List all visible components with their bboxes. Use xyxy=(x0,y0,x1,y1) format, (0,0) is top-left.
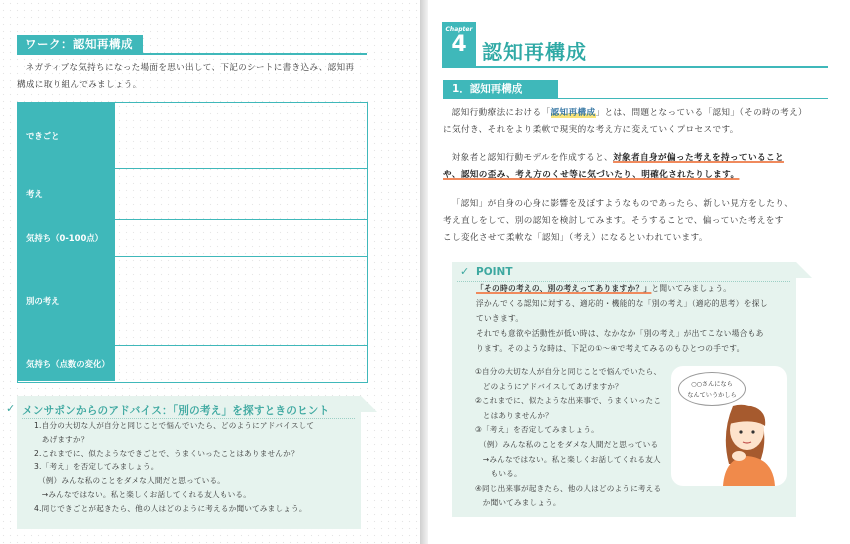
advice-line: あげますか？ xyxy=(34,434,89,444)
sheet-cell-feeling-change[interactable] xyxy=(115,346,367,381)
work-title-rule xyxy=(17,53,367,55)
paragraph-2 xyxy=(443,150,815,184)
underlined-text: や、認知の歪み、考え方のくせ等に気づいたり、明確化されたりします。 xyxy=(443,170,740,180)
intro-line: ネガティブな気持ちになった場面を思い出して、下記のシートに書き込み、認知再 xyxy=(25,63,355,73)
para1-text: 認知行動療法における「 xyxy=(451,108,551,118)
point-body xyxy=(476,281,796,356)
point-question-tail: と聞いてみましょう。 xyxy=(651,284,732,293)
bubble-line: なんていうかしら xyxy=(687,392,737,399)
para1-text: 」とは、問題となっている「認知」（その時の考え） xyxy=(595,108,808,118)
advice-line: （例）みんな私のことをダメな人間だと思っている。 xyxy=(34,476,226,486)
point-list-line: →みんなではない。私と楽しくお話してくれる友人 xyxy=(475,454,661,464)
point-list-line: （例）みんな私のことをダメな人間だと思っている xyxy=(475,439,659,449)
advice-line: 4.同じできごとが起きたら、他の人はどのように考えるか聞いてみましょう。 xyxy=(34,503,307,513)
check-icon: ✓ xyxy=(6,402,16,415)
point-title: POINT xyxy=(476,266,513,278)
sheet-row-alt-thought xyxy=(18,256,367,345)
sheet-row-thought xyxy=(18,168,367,219)
work-intro xyxy=(17,60,369,94)
point-list-line: とはありませんか？ xyxy=(475,410,553,420)
para3-text: 考え直しをして、別の認知を検討してみます。そうすることで、偏っていた考えをす xyxy=(443,216,784,226)
point-list-line: ④同じ出来事が起きたら、他の人はどのように考える xyxy=(475,483,662,493)
advice-title: メンサポンからのアドバイス：「別の考え」を探すときのヒント xyxy=(22,405,330,417)
section-rule xyxy=(443,98,828,99)
point-line: ていきます。 xyxy=(476,314,524,323)
bubble-line: ○○さんになら xyxy=(691,381,733,388)
keyword-highlight: 認知再構成 xyxy=(550,108,596,118)
check-icon: ✓ xyxy=(460,265,470,278)
chapter-number: 4 xyxy=(451,32,467,57)
point-line: それでも意欲や活動性が低い時は、なかなか「別の考え」が出てこない場合もあ xyxy=(476,329,764,338)
sheet-row-label: 考え xyxy=(18,169,115,219)
point-list-line: ③「考え」を否定してみましょう。 xyxy=(475,425,599,435)
para3-text: こし変化させて柔軟な「認知」（考え）になるといわれています。 xyxy=(443,233,708,243)
sheet-row-feeling-change xyxy=(18,345,367,381)
sheet-row-label: 気持ち（0-100点） xyxy=(18,220,115,256)
point-line: 浮かんでくる認知に対する、適応的・機能的な「別の考え」（適応的思考）を探し xyxy=(476,299,768,308)
paragraph-1 xyxy=(443,105,815,139)
sheet-cell-feeling[interactable] xyxy=(115,220,367,256)
chapter-word: Chapter xyxy=(445,26,473,33)
thought-bubble xyxy=(678,372,746,406)
underlined-text: 対象者自身が偏った考えを持っていること xyxy=(613,153,784,163)
point-list-line: ②これまでに、似たような出来事で、うまくいったこ xyxy=(475,396,662,406)
sheet-row-feeling xyxy=(18,219,367,256)
chapter-title: 認知再構成 xyxy=(482,40,587,64)
sheet-cell-event[interactable] xyxy=(115,103,367,168)
advice-list xyxy=(34,419,356,516)
point-list-line: どのようにアドバイスしてあげますか？ xyxy=(475,381,623,391)
book-gutter xyxy=(420,0,428,544)
sheet-row-label: 気持ち（点数の変化） xyxy=(18,346,115,381)
para3-text: 「認知」が自身の心身に影響を及ぼすようなものであったら、新しい見方をしたり、 xyxy=(451,199,794,209)
sheet-row-label: 別の考え xyxy=(18,257,115,345)
sheet-cell-thought[interactable] xyxy=(115,169,367,219)
advice-line: 2.これまでに、似たようなできごとで、うまくいったことはありませんか？ xyxy=(34,448,299,458)
advice-line: 1.自分の大切な人が自分と同じことで悩んでいたら、どのようにアドバイスして xyxy=(34,421,315,430)
advice-line: →みんなではない。私と楽しくお話してくれる友人もいる。 xyxy=(34,489,251,499)
section-title: 1．認知再構成 xyxy=(443,80,558,98)
para1-text: に気付き、それをより柔軟で現実的な考え方に変えていくプロセスです。 xyxy=(443,125,739,135)
point-list-line: ①自分の大切な人が自分と同じことで悩んでいたら、 xyxy=(475,367,662,376)
sheet-row-event xyxy=(18,103,367,168)
worksheet-table xyxy=(17,102,368,383)
para2-text: 対象者と認知行動モデルを作成すると、 xyxy=(451,153,614,163)
sheet-row-label: できごと xyxy=(18,103,115,168)
sheet-cell-alt-thought[interactable] xyxy=(115,257,367,345)
paragraph-3 xyxy=(443,196,815,247)
point-list-line: もいる。 xyxy=(475,469,522,479)
point-line: ります。そのような時は、下記の①～④で考えてみるのもひとつの手です。 xyxy=(476,344,745,353)
intro-line: 構成に取り組んでみましょう。 xyxy=(17,80,142,90)
chapter-badge xyxy=(442,22,476,66)
work-title: ワーク：認知再構成 xyxy=(17,35,143,53)
chapter-rule xyxy=(442,66,828,68)
advice-line: 3.「考え」を否定してみましょう。 xyxy=(34,462,159,472)
point-list xyxy=(475,365,685,511)
point-question: 「その時の考えの、別の考えってありますか？」 xyxy=(476,284,652,293)
point-list-line: か聞いてみましょう。 xyxy=(475,498,561,508)
